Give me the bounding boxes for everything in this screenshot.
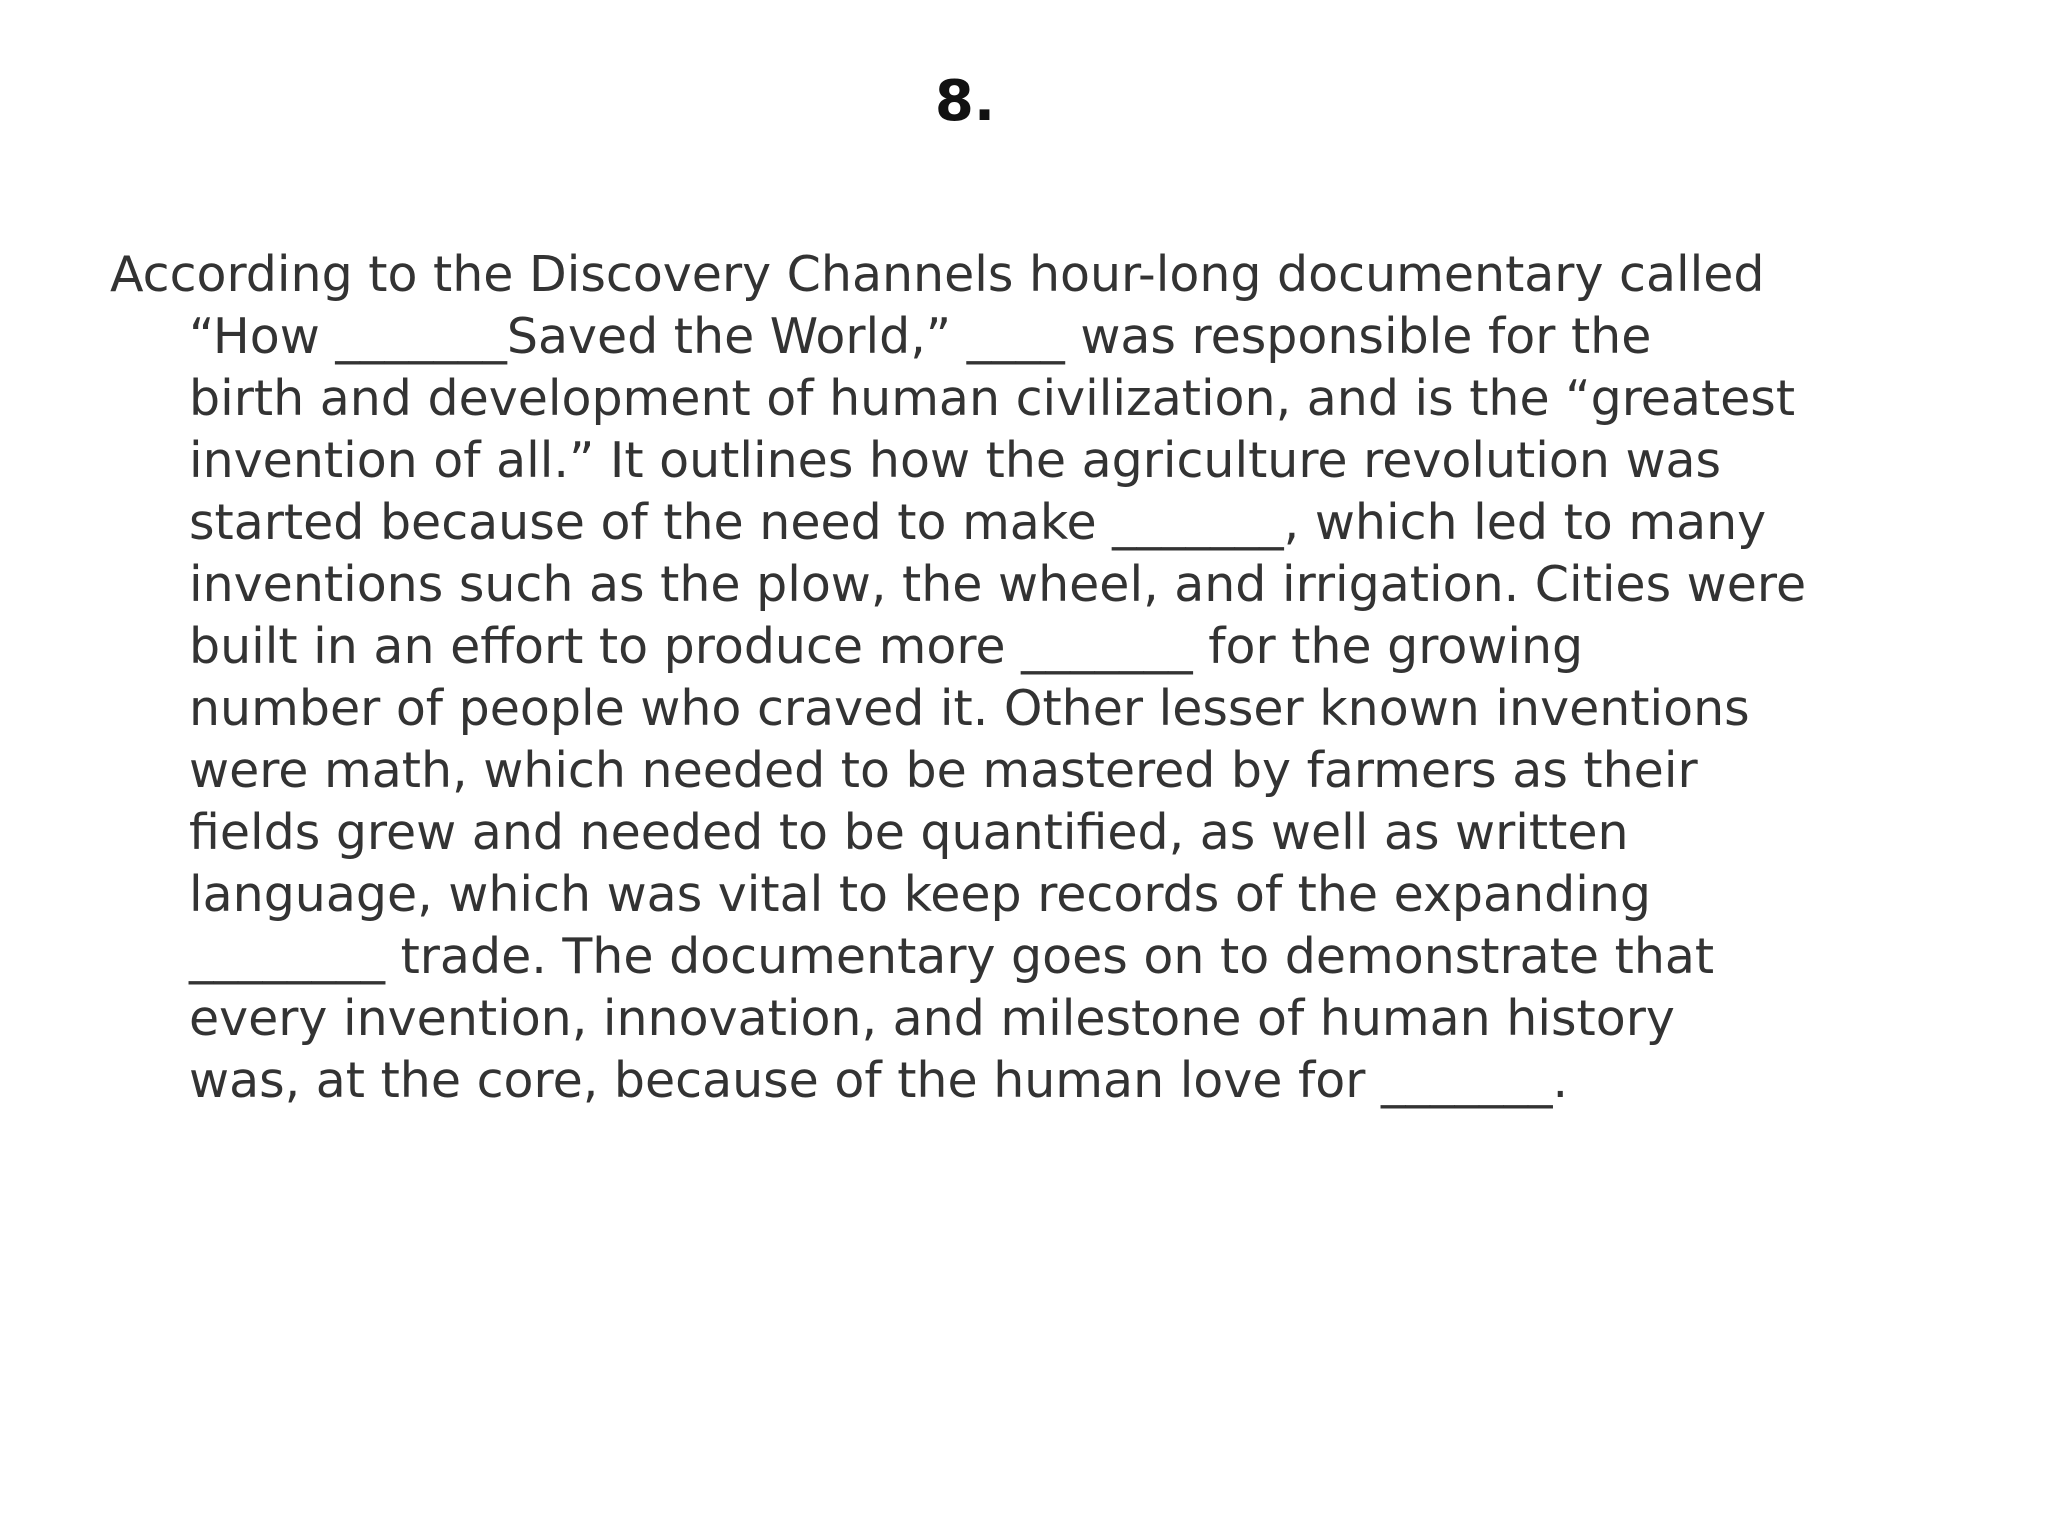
paragraph-line: inventions such as the plow, the wheel, and irrigation. Cities were <box>189 556 1807 613</box>
paragraph-line: language, which was vital to keep records of the expanding <box>189 866 1651 923</box>
paragraph-line: were math, which needed to be mastered by farmers as their <box>189 742 1698 799</box>
paragraph-line: birth and development of human civilization, and is the “greatest <box>189 370 1796 427</box>
paragraph-line: number of people who craved it. Other lesser known inventions <box>189 680 1750 737</box>
paragraph-line: fields grew and needed to be quantified, as well as written <box>189 804 1629 861</box>
paragraph-line: ________ trade. The documentary goes on to demonstrate that <box>189 928 1715 985</box>
body-paragraph <box>110 244 1940 1112</box>
paragraph-line: According to the Discovery Channels hour-long documentary called <box>110 246 1765 303</box>
paragraph-line: “How _______Saved the World,” ____ was responsible for the <box>189 308 1652 365</box>
paragraph-line: every invention, innovation, and milestone of human history <box>189 990 1675 1047</box>
paragraph-line: was, at the core, because of the human love for _______. <box>189 1052 1569 1109</box>
paragraph-line: invention of all.” It outlines how the agriculture revolution was <box>189 432 1722 489</box>
paragraph-line: built in an effort to produce more _______ for the growing <box>189 618 1584 675</box>
paragraph-line: started because of the need to make _______, which led to many <box>189 494 1767 551</box>
slide-title: 8. <box>934 69 996 134</box>
